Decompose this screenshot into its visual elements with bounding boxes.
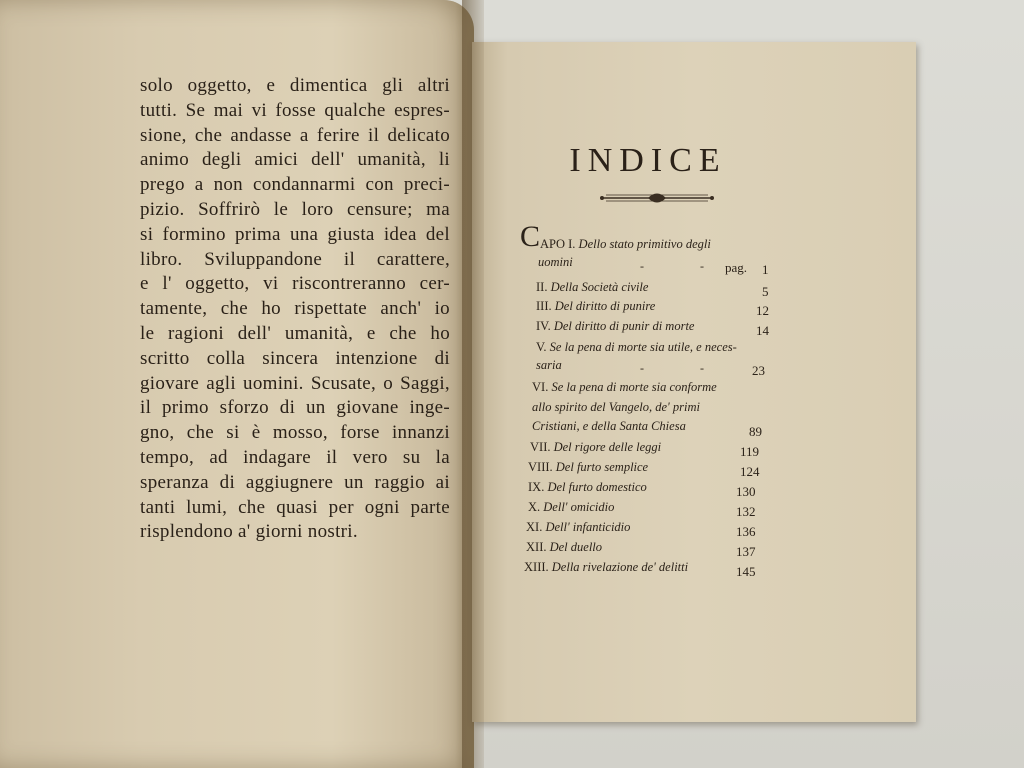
decorative-rule-ornament-icon: [600, 190, 714, 206]
toc-number: II.: [536, 280, 548, 294]
text-line: le ragioni dell' umanità, e che ho: [140, 322, 450, 344]
dash: -: [700, 259, 704, 273]
toc-number: VI.: [532, 380, 549, 394]
text-line: animo degli amici dell' umanità, li: [140, 149, 450, 171]
text-line: speranza di aggiugnere un raggio ai: [140, 471, 450, 493]
toc-title: Se la pena di morte sia conforme: [551, 380, 717, 394]
toc-page-number: 1: [762, 262, 769, 277]
toc-entry: [528, 460, 648, 475]
toc-page-number: 5: [762, 284, 769, 299]
toc-title: Dell' omicidio: [543, 500, 615, 514]
text-line: tempo, ad indagare il vero su la: [140, 446, 450, 468]
text-line: il primo sforzo di un giovane inge-: [140, 397, 450, 419]
toc-title: Del diritto di punir di morte: [553, 319, 695, 333]
text-line: e l' oggetto, vi riscontreranno cer-: [140, 273, 450, 295]
toc-number: XII.: [526, 540, 547, 554]
toc-entry-continuation: [532, 400, 700, 415]
text-line: giovare agli uomini. Scusate, o Saggi,: [140, 372, 450, 394]
toc-title: uomini: [538, 255, 573, 269]
dash: -: [640, 259, 644, 273]
toc-entry: [528, 480, 647, 495]
toc-title: Della rivelazione de' delitti: [551, 560, 689, 574]
toc-page-number: 145: [736, 564, 756, 579]
text-line: gno, che si è mosso, forse innanzi: [140, 422, 450, 444]
toc-page-number: 23: [752, 363, 765, 378]
toc-entry: [532, 380, 717, 395]
text-line: pizio. Soffrirò le loro censure; ma: [140, 198, 450, 220]
drop-cap: C: [520, 220, 541, 253]
toc-title: Se la pena di morte sia utile, e neces-: [549, 340, 737, 354]
text-line: tamente, che ho rispettate anch' io: [140, 298, 450, 320]
toc-title: allo spirito del Vangelo, de' primi: [532, 400, 700, 414]
toc-title: Del furto domestico: [547, 480, 647, 494]
toc-title: Del furto semplice: [555, 460, 649, 474]
toc-title: Dell' infanticidio: [545, 520, 631, 534]
toc-title: Del duello: [549, 540, 603, 554]
toc-entry: [526, 520, 630, 535]
toc-number: XI.: [526, 520, 543, 534]
text-line: si formino prima una giusta idea del: [140, 223, 450, 245]
toc-page-number: 12: [756, 303, 769, 318]
text-line: scritto colla sincera intenzione di: [140, 347, 450, 369]
toc-entry: [524, 560, 688, 575]
text-line: prego a non condannarmi con preci-: [140, 174, 450, 196]
toc-number: IX.: [528, 480, 545, 494]
toc-title: Del diritto di punire: [554, 299, 656, 313]
toc-title: Della Società civile: [550, 280, 649, 294]
toc-entry: [530, 440, 661, 455]
toc-entry: [536, 299, 655, 314]
text-line: libro. Sviluppandone il carattere,: [140, 248, 450, 270]
toc-number: V.: [536, 340, 547, 354]
pag-label: pag.: [725, 260, 748, 275]
text-line: risplendono a' giorni nostri.: [140, 521, 358, 543]
toc-entry: [540, 237, 711, 252]
toc-number: IV.: [536, 319, 551, 333]
toc-entry: [528, 500, 614, 515]
toc-page-number: 14: [756, 323, 769, 338]
toc-title: Cristiani, e della Santa Chiesa: [532, 419, 686, 433]
book-gutter: [462, 0, 484, 768]
toc-page-number: 137: [736, 544, 756, 559]
index-title: INDICE: [569, 142, 727, 179]
dash: -: [640, 361, 644, 375]
toc-entry: [526, 540, 602, 555]
toc-page-number: 89: [749, 424, 762, 439]
toc-page-number: 130: [736, 484, 756, 499]
toc-entry-continuation: [536, 358, 562, 373]
toc-page-number: 124: [740, 464, 760, 479]
toc-page-number: 132: [736, 504, 756, 519]
text-line: solo oggetto, e dimentica gli altri: [140, 75, 450, 96]
toc-number: APO I.: [540, 237, 576, 251]
toc-number: VII.: [530, 440, 551, 454]
text-line: tanti lumi, che quasi per ogni parte: [140, 496, 450, 518]
toc-entry: [536, 319, 694, 334]
toc-number: XIII.: [524, 560, 549, 574]
toc-title: Dello stato primitivo degli: [578, 237, 711, 251]
dash: -: [700, 361, 704, 375]
text-line: tutti. Se mai vi fosse qualche espres-: [140, 99, 450, 121]
toc-title: saria: [536, 358, 562, 372]
toc-number: X.: [528, 500, 541, 514]
text-line: sione, che andasse a ferire il delicato: [140, 124, 450, 146]
toc-number: III.: [536, 299, 552, 313]
toc-page-number: 119: [740, 444, 760, 459]
left-page-text: [140, 74, 450, 545]
toc-title: Del rigore delle leggi: [553, 440, 662, 454]
toc-entry-continuation: [538, 255, 573, 270]
toc-number: VIII.: [528, 460, 553, 474]
toc-page-number: 136: [736, 524, 756, 539]
toc-entry: [536, 280, 648, 295]
toc-entry-continuation: [532, 419, 686, 434]
toc-entry: [536, 340, 737, 355]
